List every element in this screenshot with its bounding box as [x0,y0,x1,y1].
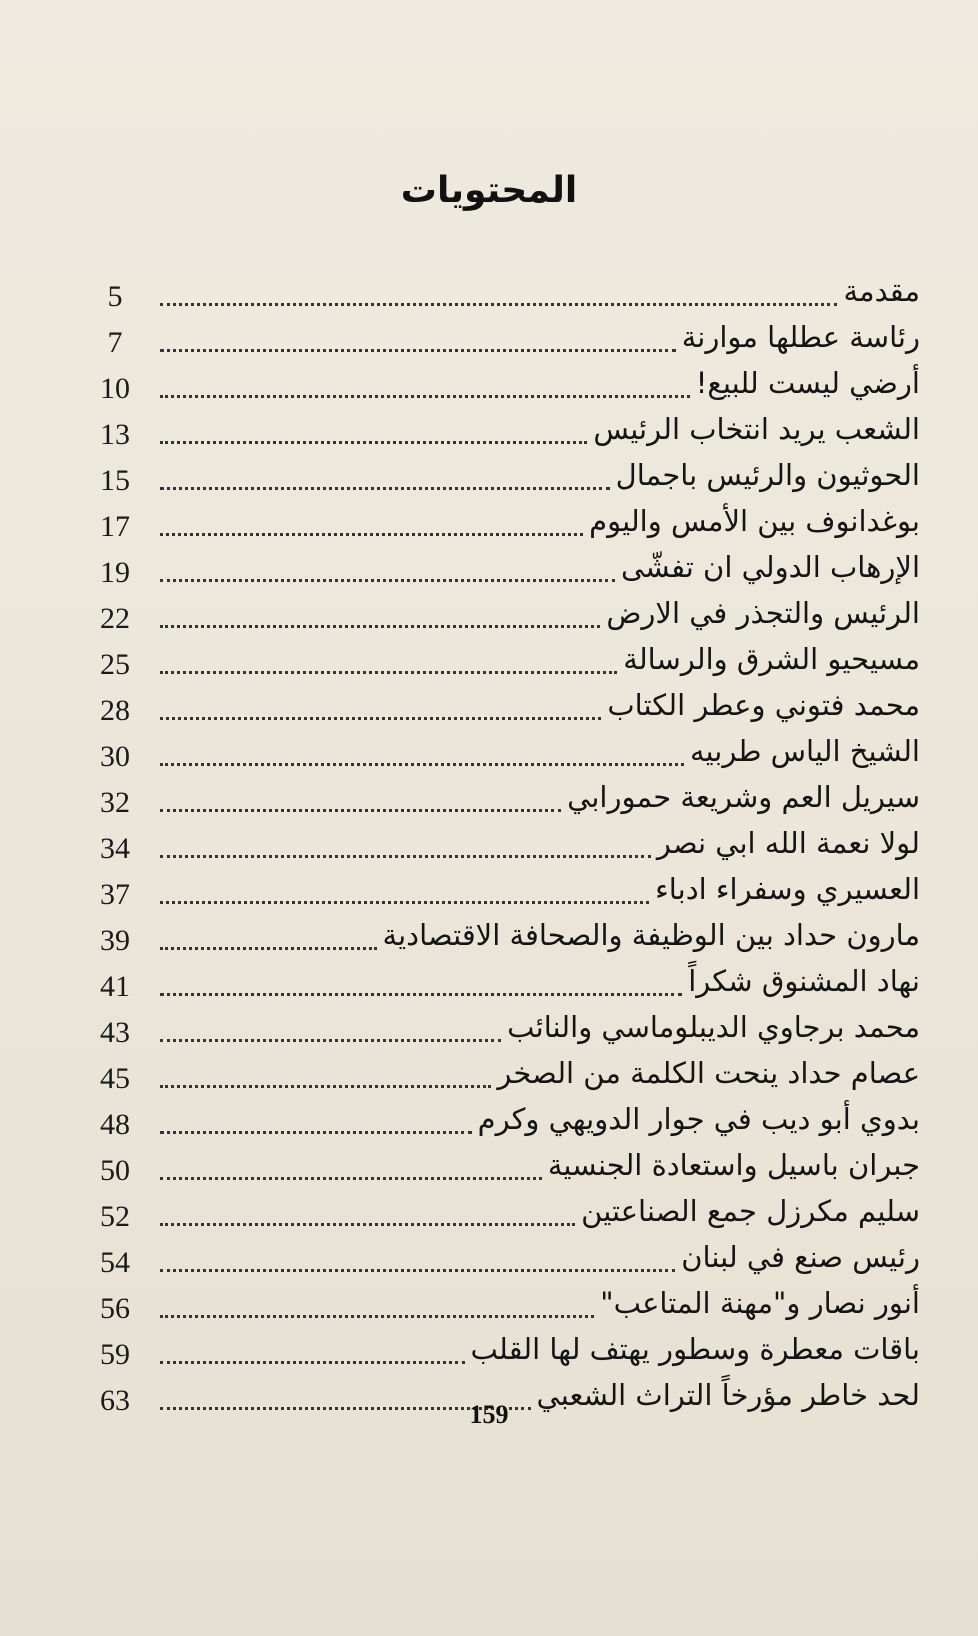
toc-entry [80,866,920,912]
toc-entry [80,1234,920,1280]
toc-entry [80,1004,920,1050]
toc-entry-page-number: 32 [100,786,130,819]
toc-entry-title: بوغدانوف بين الأمس واليوم [589,504,920,538]
toc-entry-page-number: 56 [100,1292,130,1325]
dot-leader [160,946,377,950]
toc-entry-page-number: 10 [100,372,130,405]
toc-entry-title: لحد خاطر مؤرخاً التراث الشعبي [536,1378,920,1412]
dot-leader [160,394,690,398]
toc-entry-title: سيريل العم وشريعة حمورابي [567,780,920,814]
toc-entry-title: الإرهاب الدولي ان تفشّى [621,550,920,584]
dot-leader [160,1084,491,1088]
toc-entry-title: أنور نصار و"مهنة المتاعب" [600,1286,920,1320]
toc-entry-page-number: 50 [100,1154,130,1187]
toc-entry [80,1280,920,1326]
toc-entry-page-number: 52 [100,1200,130,1233]
page-number: 159 [469,1400,509,1429]
toc-entry-title: مقدمة [843,274,920,308]
dot-leader [160,854,651,858]
dot-leader [160,532,583,536]
toc-entry [80,406,920,452]
toc-entry [80,728,920,774]
toc-entry [80,498,920,544]
dot-leader [160,716,601,720]
dot-leader [160,900,649,904]
dot-leader [160,992,682,996]
toc-entry-page-number: 7 [107,326,123,359]
toc-entry-title: محمد فتوني وعطر الكتاب [607,688,920,722]
toc-entry-page-number: 63 [100,1384,130,1417]
dot-leader [160,1176,542,1180]
dot-leader [160,670,617,674]
toc-entry-title: الرئيس والتجذر في الارض [606,596,920,630]
toc-entry-page-number: 45 [100,1062,130,1095]
toc-entry [80,268,920,314]
toc-entry-title: الشيخ الياس طربيه [689,734,920,768]
toc-entry-page-number: 15 [100,464,130,497]
toc-entry-page-number: 41 [100,970,130,1003]
toc-entry-title: محمد برجاوي الديبلوماسي والنائب [507,1010,920,1044]
dot-leader [160,578,615,582]
toc-entry-title: مسيحيو الشرق والرسالة [623,642,920,676]
toc-entry-page-number: 59 [100,1338,130,1371]
toc-entry [80,1096,920,1142]
toc-entry-title: أرضي ليست للبيع! [695,366,920,400]
dot-leader [160,762,684,766]
dot-leader [160,1038,501,1042]
toc-entry [80,1188,920,1234]
dot-leader [160,1314,594,1318]
toc-entry-title: سليم مكرزل جمع الصناعتين [581,1194,920,1228]
dot-leader [160,1360,465,1364]
toc-entry-page-number: 13 [100,418,130,451]
toc-entry-page-number: 17 [100,510,130,543]
dot-leader [160,348,676,352]
toc-entry-title: نهاد المشنوق شكراً [688,964,920,998]
toc-entry-page-number: 39 [100,924,130,957]
dot-leader [160,1268,675,1272]
toc-entry-title: رئيس صنع في لبنان [681,1240,920,1274]
toc-entry-title: لولا نعمة الله ابي نصر [656,826,920,860]
toc-entry [80,636,920,682]
toc-entry [80,912,920,958]
toc-entry-page-number: 28 [100,694,130,727]
toc-entry [80,1050,920,1096]
toc-entry [80,820,920,866]
toc-entry [80,1142,920,1188]
toc-entry-title: باقات معطرة وسطور يهتف لها القلب [470,1332,920,1366]
toc-entry-title: الحوثيون والرئيس باجمال [615,458,920,492]
toc-entry [80,1326,920,1372]
toc-entry-title: رئاسة عطلها موارنة [681,320,920,354]
toc-entry-page-number: 5 [107,280,123,313]
toc-entry-page-number: 48 [100,1108,130,1141]
toc-entry-title: جبران باسيل واستعادة الجنسية [547,1148,920,1182]
toc-entry-page-number: 54 [100,1246,130,1279]
toc-entry [80,958,920,1004]
toc-entry-page-number: 34 [100,832,130,865]
dot-leader [160,302,837,306]
toc-entry-page-number: 37 [100,878,130,911]
toc-entry-title: عصام حداد ينحت الكلمة من الصخر [497,1056,920,1090]
toc-entry-page-number: 25 [100,648,130,681]
dot-leader [160,1222,575,1226]
dot-leader [160,440,587,444]
toc-entry [80,544,920,590]
dot-leader [160,624,600,628]
toc-entry-page-number: 30 [100,740,130,773]
toc-entry-title: مارون حداد بين الوظيفة والصحافة الاقتصادية [382,918,920,952]
toc-entry-title: بدوي أبو ديب في جوار الدويهي وكرم [477,1102,920,1136]
page-title: المحتويات [400,170,578,211]
dot-leader [160,1130,472,1134]
toc-entry [80,682,920,728]
toc-entry-page-number: 43 [100,1016,130,1049]
toc-entry [80,590,920,636]
toc-entry [80,314,920,360]
dot-leader [160,808,561,812]
toc-entry [80,774,920,820]
toc-entry-title: العسيري وسفراء ادباء [655,872,920,906]
toc-entry-title: الشعب يريد انتخاب الرئيس [593,412,920,446]
toc-entry [80,360,920,406]
toc-entry [80,452,920,498]
dot-leader [160,486,610,490]
toc-entry-page-number: 22 [100,602,130,635]
table-of-contents [80,268,920,1418]
toc-entry-page-number: 19 [100,556,130,589]
